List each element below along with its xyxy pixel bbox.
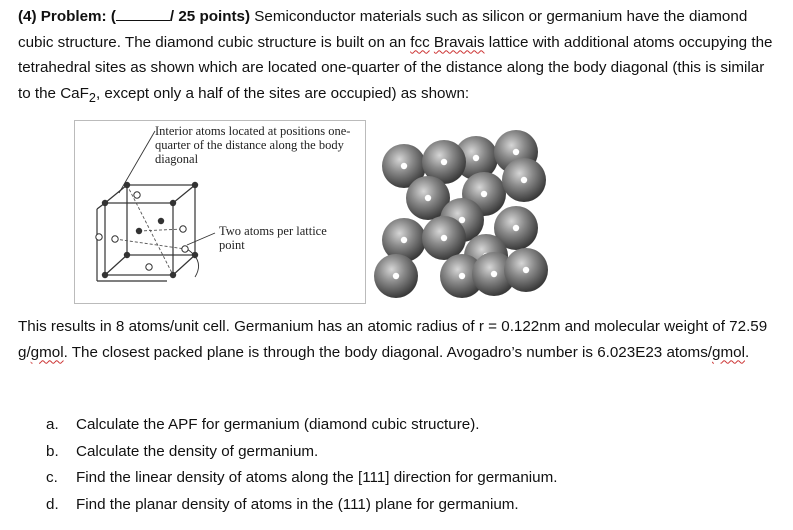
- unit-cell-figure: [74, 120, 366, 304]
- intro-text-a: Semiconductor materials such as silicon or germanium have the diamond cubic structure. The diamond cubic structure is built on an: [18, 8, 748, 51]
- atom-highlight: [459, 217, 465, 223]
- term-bravais: Bravais: [433, 33, 485, 51]
- unit-gmol-1: gmol: [30, 343, 64, 361]
- results-text-c: .: [744, 343, 750, 361]
- atom-highlight: [459, 273, 465, 279]
- results-text-a: This results in 8 atoms/unit cell. Germanium has an atomic radius of r = 0.122nm and molecular weight of 72.59 g/: [18, 318, 768, 361]
- figure-caption-side: Two atoms per lattice point: [219, 224, 327, 252]
- list-item: [46, 465, 557, 492]
- question-text: Calculate the APF for germanium (diamond cubic structure).: [76, 416, 480, 433]
- unit-gmol-2: gmol: [712, 343, 745, 361]
- unit-cell-diagram: [75, 121, 365, 303]
- problem-points: / 25 points): [169, 8, 251, 25]
- list-item: [46, 492, 557, 519]
- atom-highlight: [401, 237, 407, 243]
- atom-highlight: [393, 273, 399, 279]
- atom-highlight: [523, 267, 529, 273]
- atom-highlight: [425, 195, 431, 201]
- atom-highlight: [513, 225, 519, 231]
- sphere-model: [366, 128, 556, 302]
- atom-highlight: [491, 271, 497, 277]
- question-text: Calculate the density of germanium.: [76, 442, 319, 460]
- question-list: [46, 412, 557, 518]
- results-paragraph: [18, 314, 778, 365]
- question-letter: b.: [46, 442, 59, 460]
- atom-highlight: [441, 235, 447, 241]
- atom-highlight: [441, 159, 447, 165]
- subscript-2: 2: [88, 90, 96, 105]
- atom-highlight: [521, 177, 527, 183]
- atom-highlight: [473, 155, 479, 161]
- question-text: Find the planar density of atoms in the (111) plane for germanium.: [76, 495, 519, 513]
- question-text: Find the linear density of atoms along the [111] direction for germanium.: [76, 469, 558, 486]
- list-item: [46, 412, 557, 439]
- problem-intro: [18, 4, 778, 111]
- list-item: [46, 439, 557, 466]
- intro-text-c: , except only a half of the sites are occupied) as shown:: [95, 84, 470, 102]
- figure-caption-top: Interior atoms located at positions one-quarter of the distance along the body diagonal: [155, 124, 351, 166]
- question-letter: c.: [46, 469, 58, 486]
- atom-highlight: [401, 163, 407, 169]
- results-text-b: . The closest packed plane is through the body diagonal. Avogadro’s number is 6.023E23 atoms/: [63, 343, 713, 361]
- question-letter: d.: [46, 495, 59, 513]
- intro-text-b: lattice with additional atoms occupying the tetrahedral sites as shown which are located one-quarter of the distance along the body diagonal (this is similar to the CaF: [18, 33, 773, 102]
- atom-highlight: [481, 191, 487, 197]
- term-fcc: fcc: [410, 33, 430, 51]
- question-letter: a.: [46, 416, 59, 433]
- atom-highlight: [513, 149, 519, 155]
- problem-label: (4) Problem: (: [18, 8, 116, 25]
- score-blank[interactable]: [116, 7, 170, 21]
